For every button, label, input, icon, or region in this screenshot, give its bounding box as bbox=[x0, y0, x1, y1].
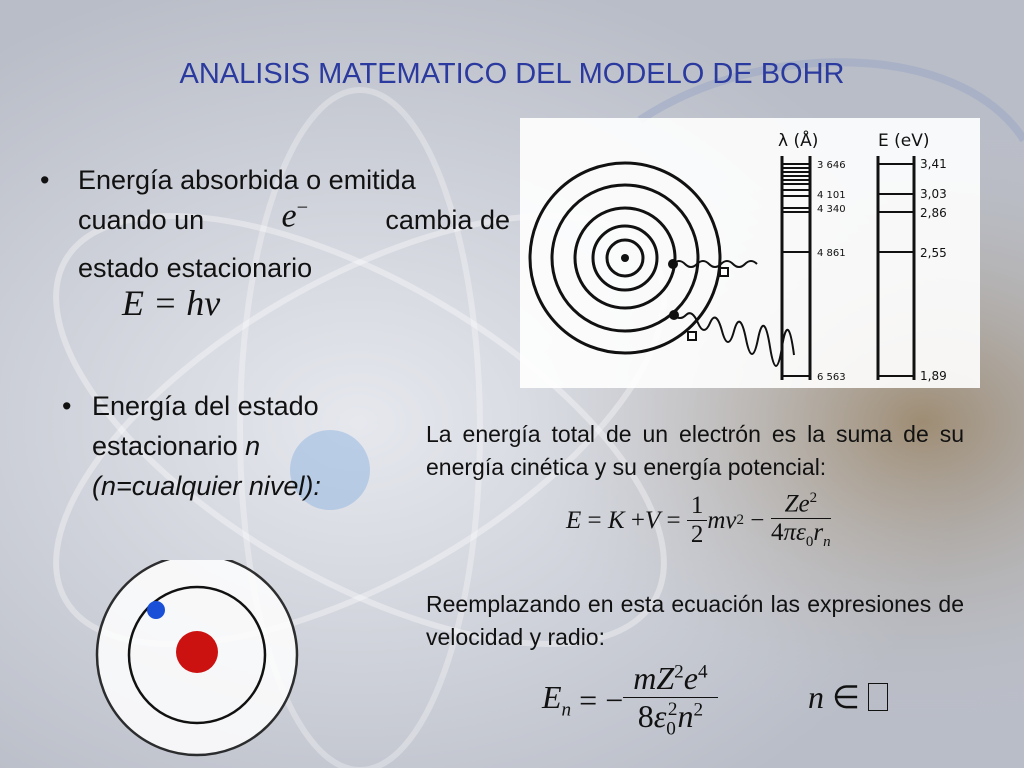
wavelength-label-3: 4 861 bbox=[817, 248, 846, 259]
electron bbox=[147, 601, 165, 619]
bullet-line-1: Energía absorbida o emitida bbox=[78, 165, 416, 195]
energy-label-4: 1,89 bbox=[920, 369, 947, 383]
wavelength-label-0: 3 646 bbox=[817, 160, 846, 171]
bullet-dot: • bbox=[62, 391, 72, 421]
total-energy-equation: E = K + V = $\frac{1}{2}$ mv 2 − $\frac{Ze^2}{4\pi\varepsilon_0r_n}$ bbox=[566, 490, 831, 551]
bullet-energy-absorbed bbox=[40, 160, 510, 288]
bullet-line-2 bbox=[78, 197, 510, 248]
planck-formula bbox=[122, 282, 220, 324]
n-natural-set: n ∈ bbox=[808, 678, 888, 716]
bohr-energy-equation: $E_n$ = − $\frac{mZ^2e^4}{8\varepsilon_0^2n^2}$ bbox=[542, 660, 718, 740]
wavelength-header: λ (Å) bbox=[778, 131, 819, 151]
energy-label-0: 3,41 bbox=[920, 157, 947, 171]
energy-label-2: 2,86 bbox=[920, 206, 947, 220]
electron-symbol: e− bbox=[281, 197, 309, 235]
wavelength-label-2: 4 340 bbox=[817, 204, 846, 215]
energy-label-1: 3,03 bbox=[920, 187, 947, 201]
total-energy-text: La energía total de un electrón es la suma de su energía cinética y su energía potencial: bbox=[426, 421, 964, 480]
bullet-line-3: (n=cualquier nivel): bbox=[92, 471, 321, 501]
wavelength-label-4: 6 563 bbox=[817, 372, 846, 383]
bullet-text: cuando un bbox=[78, 205, 205, 235]
bullet-energy-state bbox=[62, 386, 402, 506]
bullet-text: cambia de bbox=[385, 205, 510, 235]
atom-diagram bbox=[92, 560, 308, 760]
wavelength-label-1: 4 101 bbox=[817, 190, 846, 201]
energy-label-3: 2,55 bbox=[920, 246, 947, 260]
nucleus bbox=[176, 631, 218, 673]
bullet-line-1: Energía del estado bbox=[92, 391, 319, 421]
energy-header: E (eV) bbox=[878, 131, 930, 151]
bullet-line-3: estado estacionario bbox=[78, 253, 313, 284]
bullet-line-2 bbox=[92, 426, 402, 466]
substitution-text: Reemplazando en esta ecuación las expresiones de velocidad y radio: bbox=[426, 591, 964, 650]
formula-lhs: E bbox=[122, 283, 144, 323]
bohr-spectrum-diagram bbox=[520, 118, 980, 388]
slide-title: ANALISIS MATEMATICO DEL MODELO DE BOHR bbox=[179, 58, 845, 90]
bullet-text: estacionario bbox=[92, 431, 238, 461]
level-symbol: n bbox=[245, 431, 261, 461]
bullet-dot: • bbox=[40, 165, 50, 195]
formula-rhs: = hv bbox=[153, 283, 221, 323]
